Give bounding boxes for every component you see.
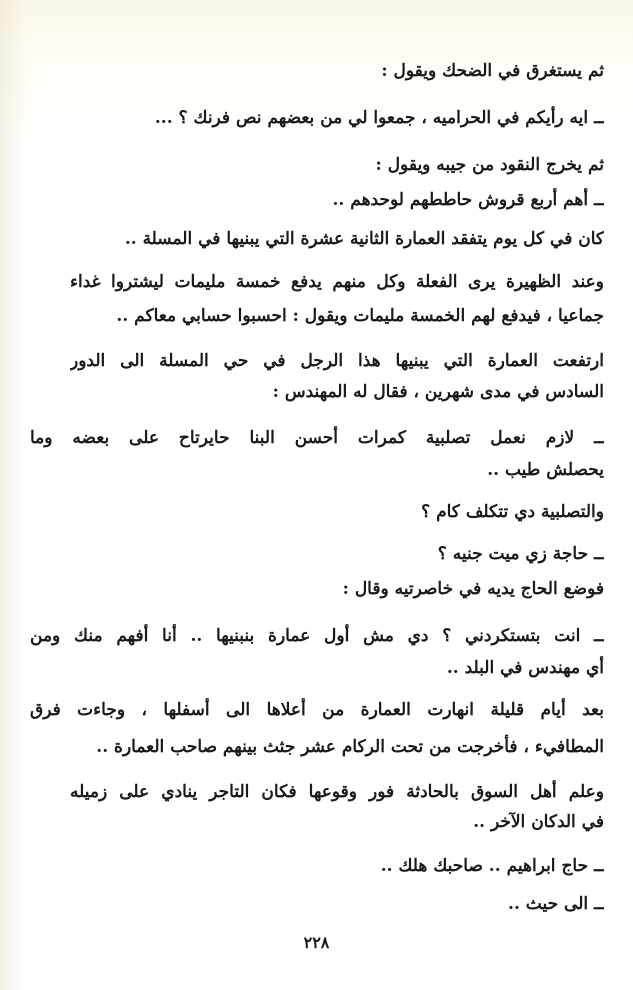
text-line: السادس في مدى شهرين ، فقال له المهندس :	[272, 382, 604, 402]
page-edge-shadow	[0, 0, 28, 990]
text-line: وعند الظهيرة يرى الفعلة وكل منهم يدفع خمسة مليمات ليشتروا غداء	[70, 272, 604, 292]
text-line: ــ الى حيث ..	[508, 894, 604, 914]
text-line: ثم يستغرق في الضحك ويقول :	[381, 61, 604, 81]
text-line: ــ أهم أربع قروش حاططهم لوحدهم ..	[332, 190, 604, 210]
text-line: وعلم أهل السوق بالحادثة فور وقوعها فكان التاجر ينادي على زميله	[70, 782, 604, 802]
text-line: فوضع الحاج يديه في خاصرتيه وقال :	[342, 579, 604, 599]
text-line: ارتفعت العمارة التي يبنيها هذا الرجل في حي المسلة الى الدور	[70, 351, 604, 371]
text-line: جماعيا ، فيدفع لهم الخمسة مليمات ويقول : احسبوا حسابي معاكم ..	[116, 306, 604, 326]
text-line: كان في كل يوم يتفقد العمارة الثانية عشرة التي يبنيها في المسلة ..	[124, 229, 604, 249]
text-line: ــ حاجة زي ميت جنيه ؟	[437, 544, 604, 564]
text-line: والتصلبية دي تتكلف كام ؟	[421, 502, 604, 522]
text-line: ــ انت بتستكردني ؟ دي مش أول عمارة بنبنيها .. أنا أفهم منك ومن	[30, 626, 604, 646]
text-line: ــ لازم نعمل تصلبية كمرات أحسن البنا حايرتاح على بعضه وما	[30, 428, 604, 448]
text-line: ــ ايه رأيكم في الحراميه ، جمعوا لي من بعضهم نص فرنك ؟ ...	[154, 108, 604, 128]
text-line: بعد أيام قليلة انهارت العمارة من أعلاها الى أسفلها ، وجاءت فرق	[30, 700, 604, 720]
text-line: في الدكان الآخر ..	[473, 812, 604, 832]
text-line: أي مهندس في البلد ..	[446, 658, 604, 678]
text-line: المطافيء ، فأخرجت من تحت الركام عشر جثث بينهم صاحب العمارة ..	[96, 737, 604, 757]
text-line: ــ حاج ابراهيم .. صاحبك هلك ..	[380, 856, 604, 876]
page-number: ٢٢٨	[303, 933, 330, 952]
text-line: يحصلش طيب ..	[487, 460, 604, 480]
text-line: ثم يخرج النقود من جيبه ويقول :	[375, 155, 604, 175]
